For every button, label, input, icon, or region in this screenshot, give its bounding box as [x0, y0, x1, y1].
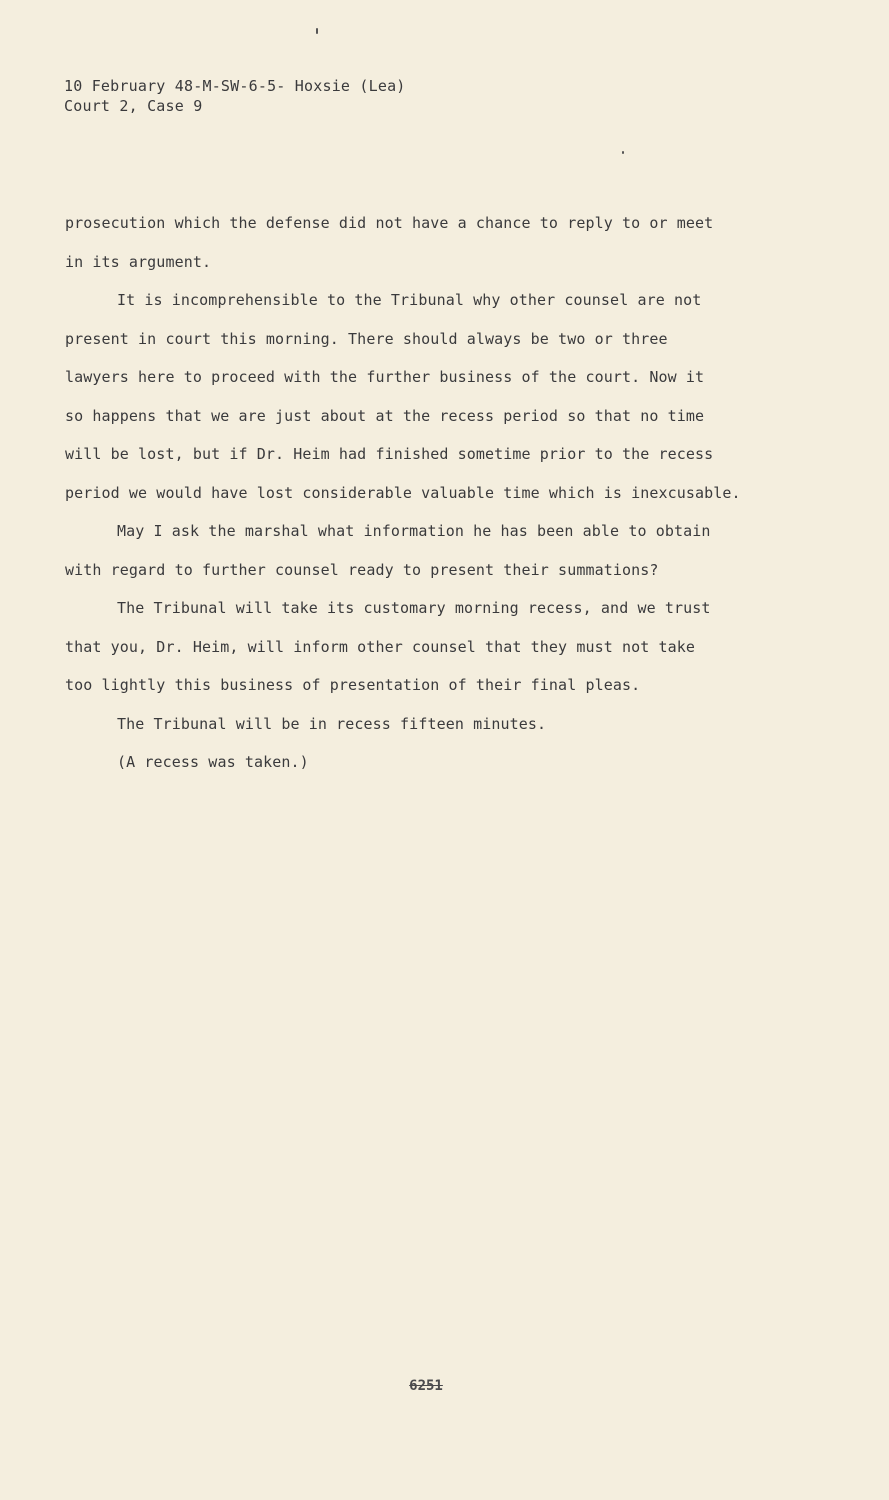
page-number: 6251	[409, 1378, 443, 1394]
document-header	[64, 76, 406, 116]
transcript-line: The Tribunal will be in recess fifteen minutes.	[117, 714, 547, 733]
transcript-body	[65, 211, 845, 789]
paper-speck	[316, 28, 318, 34]
transcript-line: too lightly this business of presentation of their final pleas.	[65, 676, 641, 694]
header-date-line: 10 February 48-M-SW-6-5- Hoxsie (Lea)	[64, 77, 406, 95]
transcript-line: with regard to further counsel ready to present their summations?	[65, 560, 659, 579]
transcript-line: will be lost, but if Dr. Heim had finished sometime prior to the recess	[65, 445, 714, 463]
transcript-line: present in court this morning. There should always be two or three	[65, 329, 668, 348]
transcript-line: prosecution which the defense did not have a chance to reply to or meet	[65, 214, 714, 232]
transcript-line: The Tribunal will take its customary morning recess, and we trust	[117, 599, 711, 617]
header-court-line: Court 2, Case 9	[64, 97, 203, 115]
transcript-line: in its argument.	[65, 252, 212, 271]
transcript-line: so happens that we are just about at the recess period so that no time	[65, 406, 705, 425]
paper-speck	[622, 151, 624, 154]
transcript-line: It is incomprehensible to the Tribunal why other counsel are not	[117, 291, 702, 309]
transcript-line: that you, Dr. Heim, will inform other counsel that they must not take	[65, 637, 696, 656]
transcript-line: May I ask the marshal what information he has been able to obtain	[117, 522, 711, 540]
transcript-line: lawyers here to proceed with the further business of the court. Now it	[65, 368, 705, 386]
transcript-line: (A recess was taken.)	[117, 753, 309, 771]
transcript-line: period we would have lost considerable valuable time which is inexcusable.	[65, 483, 741, 502]
